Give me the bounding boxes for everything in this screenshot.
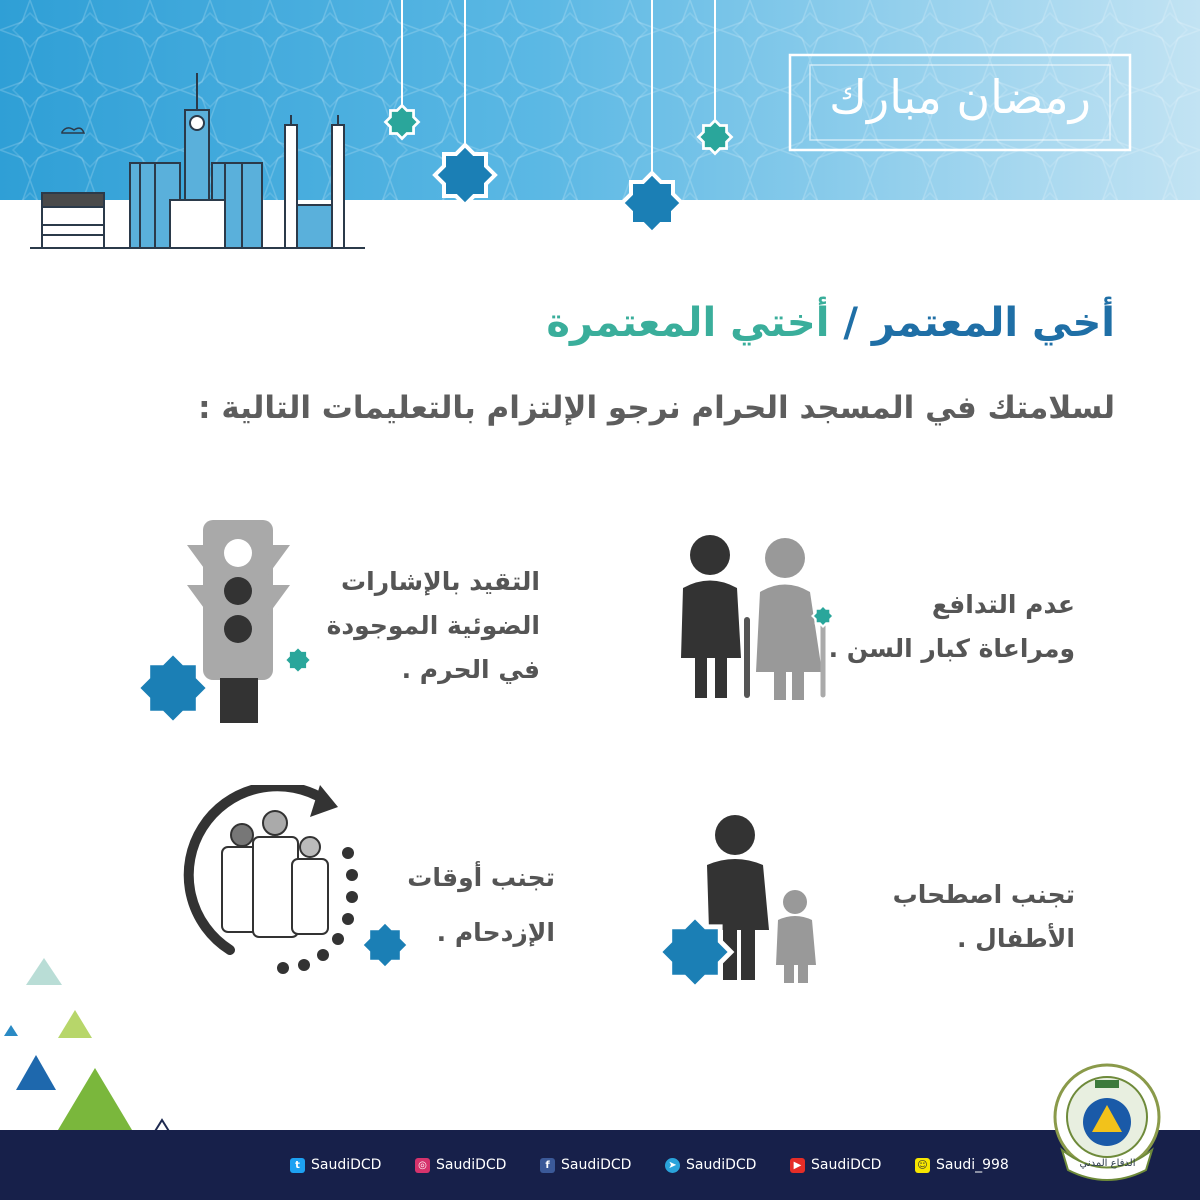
tip-crowds-line1: تجنب أوقات	[407, 863, 555, 892]
instagram-icon: ◎	[415, 1158, 430, 1173]
page-subtitle: لسلامتك في المسجد الحرام نرجو الإلتزام بالتعليمات التالية :	[198, 390, 1115, 426]
greeting-frame	[780, 45, 1140, 160]
tip-children	[775, 873, 1075, 961]
star-ornament-icon	[699, 121, 732, 154]
social-handle: SaudiDCD	[436, 1157, 507, 1173]
youtube-icon: ▶	[790, 1158, 805, 1173]
social-youtube[interactable]	[790, 1153, 881, 1177]
star-ornament-icon	[386, 106, 419, 139]
tip-elderly-line1: عدم التدافع	[931, 590, 1075, 619]
social-twitter[interactable]	[290, 1153, 381, 1177]
star-ornament-icon	[659, 916, 731, 988]
tip-children-line2: الأطفال .	[956, 924, 1075, 953]
social-snapchat[interactable]	[915, 1153, 1009, 1177]
title-sister: أختي المعتمرة	[546, 300, 830, 346]
star-ornament-icon	[622, 173, 682, 233]
tip-children-line1: تجنب اصطحاب	[892, 880, 1075, 909]
mecca-skyline-illustration	[30, 65, 370, 255]
tip-elderly	[775, 583, 1075, 671]
tip-crowds	[255, 850, 555, 960]
social-instagram[interactable]	[415, 1153, 506, 1177]
logo-text: الدفاع المدني	[1079, 1158, 1136, 1169]
title-separator: /	[843, 300, 858, 346]
social-telegram[interactable]	[665, 1153, 756, 1177]
tip-elderly-line2: ومراعاة كبار السن .	[828, 634, 1075, 663]
twitter-icon: t	[290, 1158, 305, 1173]
social-handle: SaudiDCD	[811, 1157, 882, 1173]
star-ornament-icon	[137, 652, 209, 724]
social-handle: SaudiDCD	[561, 1157, 632, 1173]
title-brother: أخي المعتمر	[871, 300, 1115, 346]
tip-traffic-line1: التقيد بالإشارات	[341, 567, 540, 596]
star-ornament-icon	[435, 145, 495, 205]
tip-traffic-lights	[240, 560, 540, 692]
snapchat-icon: ☺	[915, 1158, 930, 1173]
telegram-icon: ➤	[665, 1158, 680, 1173]
facebook-icon: f	[540, 1158, 555, 1173]
social-handle: SaudiDCD	[686, 1157, 757, 1173]
social-handle: SaudiDCD	[311, 1157, 382, 1173]
greeting-text: رمضان مبارك	[829, 70, 1091, 124]
tip-traffic-line2: الضوئية الموجودة	[326, 611, 540, 640]
social-handle: Saudi_998	[936, 1157, 1009, 1173]
tip-crowds-line2: الإزدحام .	[436, 918, 555, 947]
social-facebook[interactable]	[540, 1153, 631, 1177]
page-title	[215, 300, 1115, 346]
tip-traffic-line3: في الحرم .	[401, 655, 540, 684]
